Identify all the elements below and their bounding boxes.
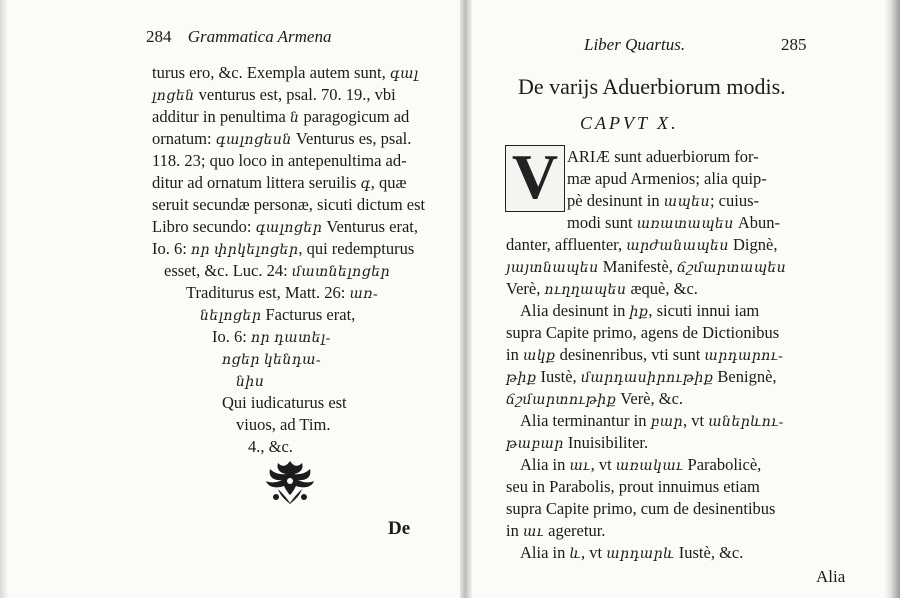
left-line-6: ditur ad ornatum littera seruilis գ, quæ (152, 173, 407, 192)
armenian-word: թաբար (506, 437, 564, 452)
armenian-word: առակաւ (615, 459, 684, 474)
right-page-number: 285 (781, 35, 807, 54)
initial-letter: V (511, 141, 559, 212)
armenian-word: ճշմարտութիք (506, 393, 617, 408)
armenian-word: մարդասիրութիք (580, 371, 714, 386)
right-line-12: ճշմարտութիք Verè, &c. (506, 389, 684, 408)
armenian-word: մատնելոցեր (291, 265, 391, 280)
right-line-14: թաբար Inuisibiliter. (506, 433, 649, 452)
right-line-16: seu in Parabolis, prout innuimus etiam (506, 477, 760, 496)
armenian-word: արժանապես (626, 239, 729, 254)
right-line-1: ARIÆ sunt aduerbiorum for- (567, 147, 759, 166)
armenian-word: որ դատել- (250, 331, 331, 346)
armenian-word: արդարև (606, 547, 675, 562)
left-line-10: esset, &c. Luc. 24: մատնելոցեր (164, 261, 391, 280)
armenian-word: գալոցեր (255, 221, 323, 236)
right-line-8: Alia desinunt in իք, sicuti innui iam (520, 301, 760, 320)
left-line-4: ornatum: գալոցեսն Venturus es, psal. (152, 129, 412, 148)
right-line-5: danter, affluenter, արժանապես Dignè, (506, 235, 778, 254)
caput-heading: CAPVT X. (580, 113, 679, 133)
armenian-word: գ (360, 177, 371, 192)
left-page-header (146, 27, 331, 47)
left-running-head: Grammatica Armena (187, 27, 332, 46)
left-line-17: viuos, ad Tim. (236, 415, 331, 434)
right-line-9: supra Capite primo, agens de Dictionibus (506, 323, 780, 342)
left-line-16: Qui iudicaturus est (222, 393, 347, 412)
right-line-19: Alia in և, vt արդարև Iustè, &c. (520, 543, 744, 562)
armenian-word: բար (650, 415, 684, 430)
left-line-12: նելոցեր Facturus erat, (200, 305, 356, 324)
right-line-7: Verè, ուղղապես æquè, &c. (506, 279, 698, 298)
right-page-header (781, 35, 807, 55)
armenian-word: ուղղապես (544, 283, 627, 298)
left-line-1: turus ero, &c. Exempla autem sunt, գալ (152, 63, 419, 82)
left-line-14 (222, 349, 321, 371)
armenian-word: յայտնապես (506, 261, 599, 276)
printers-ornament-icon (264, 459, 316, 505)
right-running-head: Liber Quartus. (584, 35, 686, 54)
armenian-word: լոցեն (152, 89, 195, 104)
right-line-3: pè desinunt in ապես; cuius- (567, 191, 760, 210)
armenian-word: թիք (506, 371, 537, 386)
armenian-word: որ փրկելոցեր (190, 243, 299, 258)
right-line-17: supra Capite primo, cum de desinentibus (506, 499, 776, 518)
armenian-word: աւ (569, 459, 591, 474)
right-line-15: Alia in աւ, vt առակաւ Parabolicè, (520, 455, 762, 474)
left-line-15 (236, 371, 264, 393)
armenian-word: իք (629, 305, 649, 320)
armenian-word: ճշմարտապես (676, 261, 787, 276)
armenian-word: արդարու- (704, 349, 784, 364)
left-line-13: Io. 6: որ դատել- (212, 327, 331, 346)
armenian-word: ն (289, 111, 300, 126)
armenian-word: առատապես (636, 217, 734, 232)
armenian-word: գալոցեսն (215, 133, 292, 148)
armenian-word: ակք (522, 349, 556, 364)
armenian-word: նելոցեր (200, 309, 262, 324)
armenian-word: նիս (236, 375, 265, 390)
left-line-18: 4., &c. (248, 437, 293, 456)
right-page (468, 0, 900, 598)
left-line-8: Libro secundo: գալոցեր Venturus erat, (152, 217, 418, 236)
armenian-word: ապես (663, 195, 710, 210)
right-line-6: յայտնապես Manifestè, ճշմարտապես (506, 257, 787, 276)
left-line-7: seruit secundæ personæ, sicuti dictum est (152, 195, 426, 214)
right-line-13: Alia terminantur in բար, vt աներևու- (520, 411, 784, 430)
left-page-number: 284 (146, 27, 172, 46)
armenian-word: աներևու- (708, 415, 784, 430)
chapter-title: De varijs Aduerbiorum modis. (518, 74, 786, 99)
right-line-10: in ակք desinenribus, vti sunt արդարու- (506, 345, 784, 364)
decorated-initial (505, 141, 565, 212)
right-catchword: Alia (816, 567, 846, 586)
armenian-word: գալ (389, 67, 419, 82)
left-line-5: 118. 23; quo loco in antepenultima ad- (152, 151, 407, 170)
left-line-11: Traditurus est, Matt. 26: առ- (186, 283, 379, 302)
left-line-9: Io. 6: որ փրկելոցեր, qui redempturus (152, 239, 415, 258)
armenian-word: առ- (349, 287, 379, 302)
armenian-word: և (569, 547, 582, 562)
right-line-4: modi sunt առատապես Abun- (567, 213, 781, 232)
left-catchword: De (388, 518, 411, 539)
armenian-word: աւ (522, 525, 545, 540)
right-line-11: թիք Iustè, մարդասիրութիք Benignè, (506, 367, 777, 386)
left-line-2: լոցեն venturus est, psal. 70. 19., vbi (152, 85, 396, 104)
armenian-word: ոցեր կենդա- (222, 353, 322, 368)
right-line-2: mæ apud Armenios; alia quip- (567, 169, 767, 188)
left-line-3: additur in penultima ն paragogicum ad (152, 107, 410, 126)
right-line-18: in աւ ageretur. (506, 521, 606, 540)
